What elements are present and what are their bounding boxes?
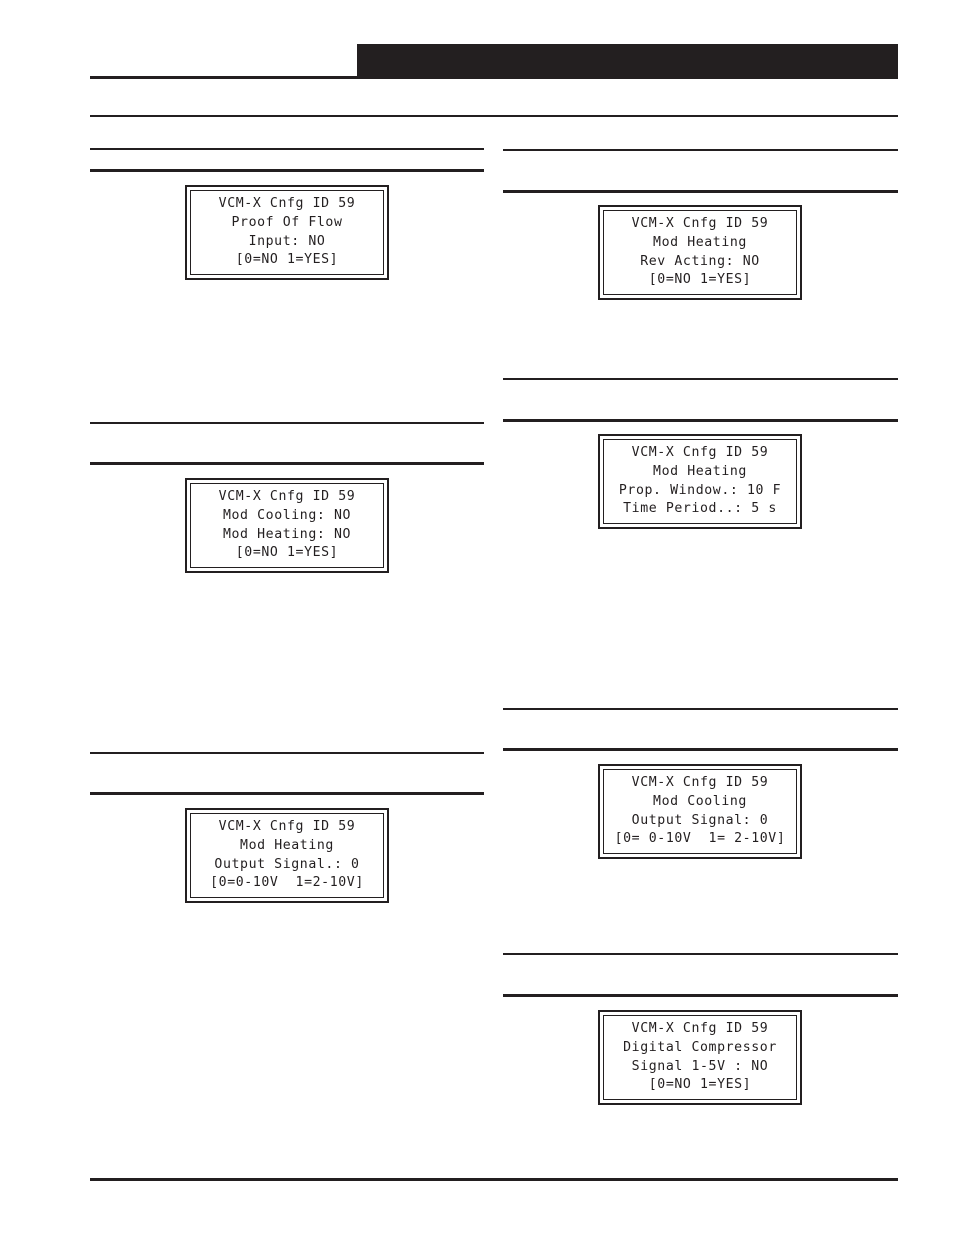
lcd-proof-of-flow <box>185 185 389 280</box>
left-rule-2b <box>90 462 484 465</box>
lcd-line: Mod Heating: NO <box>222 526 352 542</box>
lcd-line: VCM-X Cnfg ID 59 <box>218 195 356 211</box>
lcd-inner <box>190 190 384 275</box>
lcd-inner <box>190 813 384 898</box>
left-rule-2a <box>90 422 484 424</box>
lcd-line: Time Period..: 5 s <box>623 501 777 517</box>
lcd-line: [0=0-10V 1=2-10V] <box>210 875 364 891</box>
lcd-mod-cooling-output <box>598 764 802 859</box>
lcd-line: Mod Heating <box>653 463 747 479</box>
lcd-line: VCM-X Cnfg ID 59 <box>631 774 769 790</box>
lcd-line: VCM-X Cnfg ID 59 <box>631 444 769 460</box>
header-rule <box>90 76 357 79</box>
lcd-line: VCM-X Cnfg ID 59 <box>218 488 356 504</box>
lcd-line: [0=NO 1=YES] <box>235 252 339 268</box>
right-rule-3a <box>503 708 898 710</box>
lcd-mod-heating-output <box>185 808 389 903</box>
lcd-line: Signal 1-5V : NO <box>631 1058 769 1074</box>
lcd-mod-cooling-heating <box>185 478 389 573</box>
lcd-inner <box>190 483 384 568</box>
left-rule-1a <box>90 148 484 150</box>
lcd-line: Digital Compressor <box>623 1039 777 1055</box>
left-rule-3b <box>90 792 484 795</box>
right-rule-1b <box>503 190 898 193</box>
right-rule-1a <box>503 149 898 151</box>
right-rule-3b <box>503 748 898 751</box>
lcd-inner <box>603 1015 797 1100</box>
right-rule-2b <box>503 419 898 422</box>
lcd-line: Input: NO <box>248 233 326 249</box>
lcd-digital-compressor <box>598 1010 802 1105</box>
lcd-line: Prop. Window.: 10 F <box>618 482 782 498</box>
left-rule-3a <box>90 752 484 754</box>
lcd-line: VCM-X Cnfg ID 59 <box>631 215 769 231</box>
lcd-line: Proof Of Flow <box>231 214 343 230</box>
lcd-mod-heating-prop-window <box>598 434 802 529</box>
lcd-line: Mod Cooling: NO <box>222 507 352 523</box>
lcd-inner <box>603 439 797 524</box>
right-rule-2a <box>503 378 898 380</box>
lcd-inner <box>603 769 797 854</box>
left-rule-1b <box>90 169 484 172</box>
lcd-line: Mod Cooling <box>653 793 747 809</box>
lcd-line: Rev Acting: NO <box>640 253 760 269</box>
lcd-line: [0=NO 1=YES] <box>648 272 752 288</box>
lcd-line: VCM-X Cnfg ID 59 <box>631 1020 769 1036</box>
lcd-line: Output Signal.: 0 <box>214 856 360 872</box>
footer-rule <box>90 1178 898 1181</box>
lcd-inner <box>603 210 797 295</box>
lcd-line: Mod Heating <box>240 837 334 853</box>
lcd-line: Mod Heating <box>653 234 747 250</box>
right-rule-4b <box>503 994 898 997</box>
lcd-mod-heating-rev-acting <box>598 205 802 300</box>
lcd-line: [0= 0-10V 1= 2-10V] <box>614 831 786 847</box>
lcd-line: VCM-X Cnfg ID 59 <box>218 818 356 834</box>
lcd-line: [0=NO 1=YES] <box>648 1077 752 1093</box>
lcd-line: [0=NO 1=YES] <box>235 545 339 561</box>
header-black-bar <box>357 44 898 79</box>
right-rule-4a <box>503 953 898 955</box>
lcd-line: Output Signal: 0 <box>631 812 769 828</box>
top-rule <box>90 115 898 117</box>
